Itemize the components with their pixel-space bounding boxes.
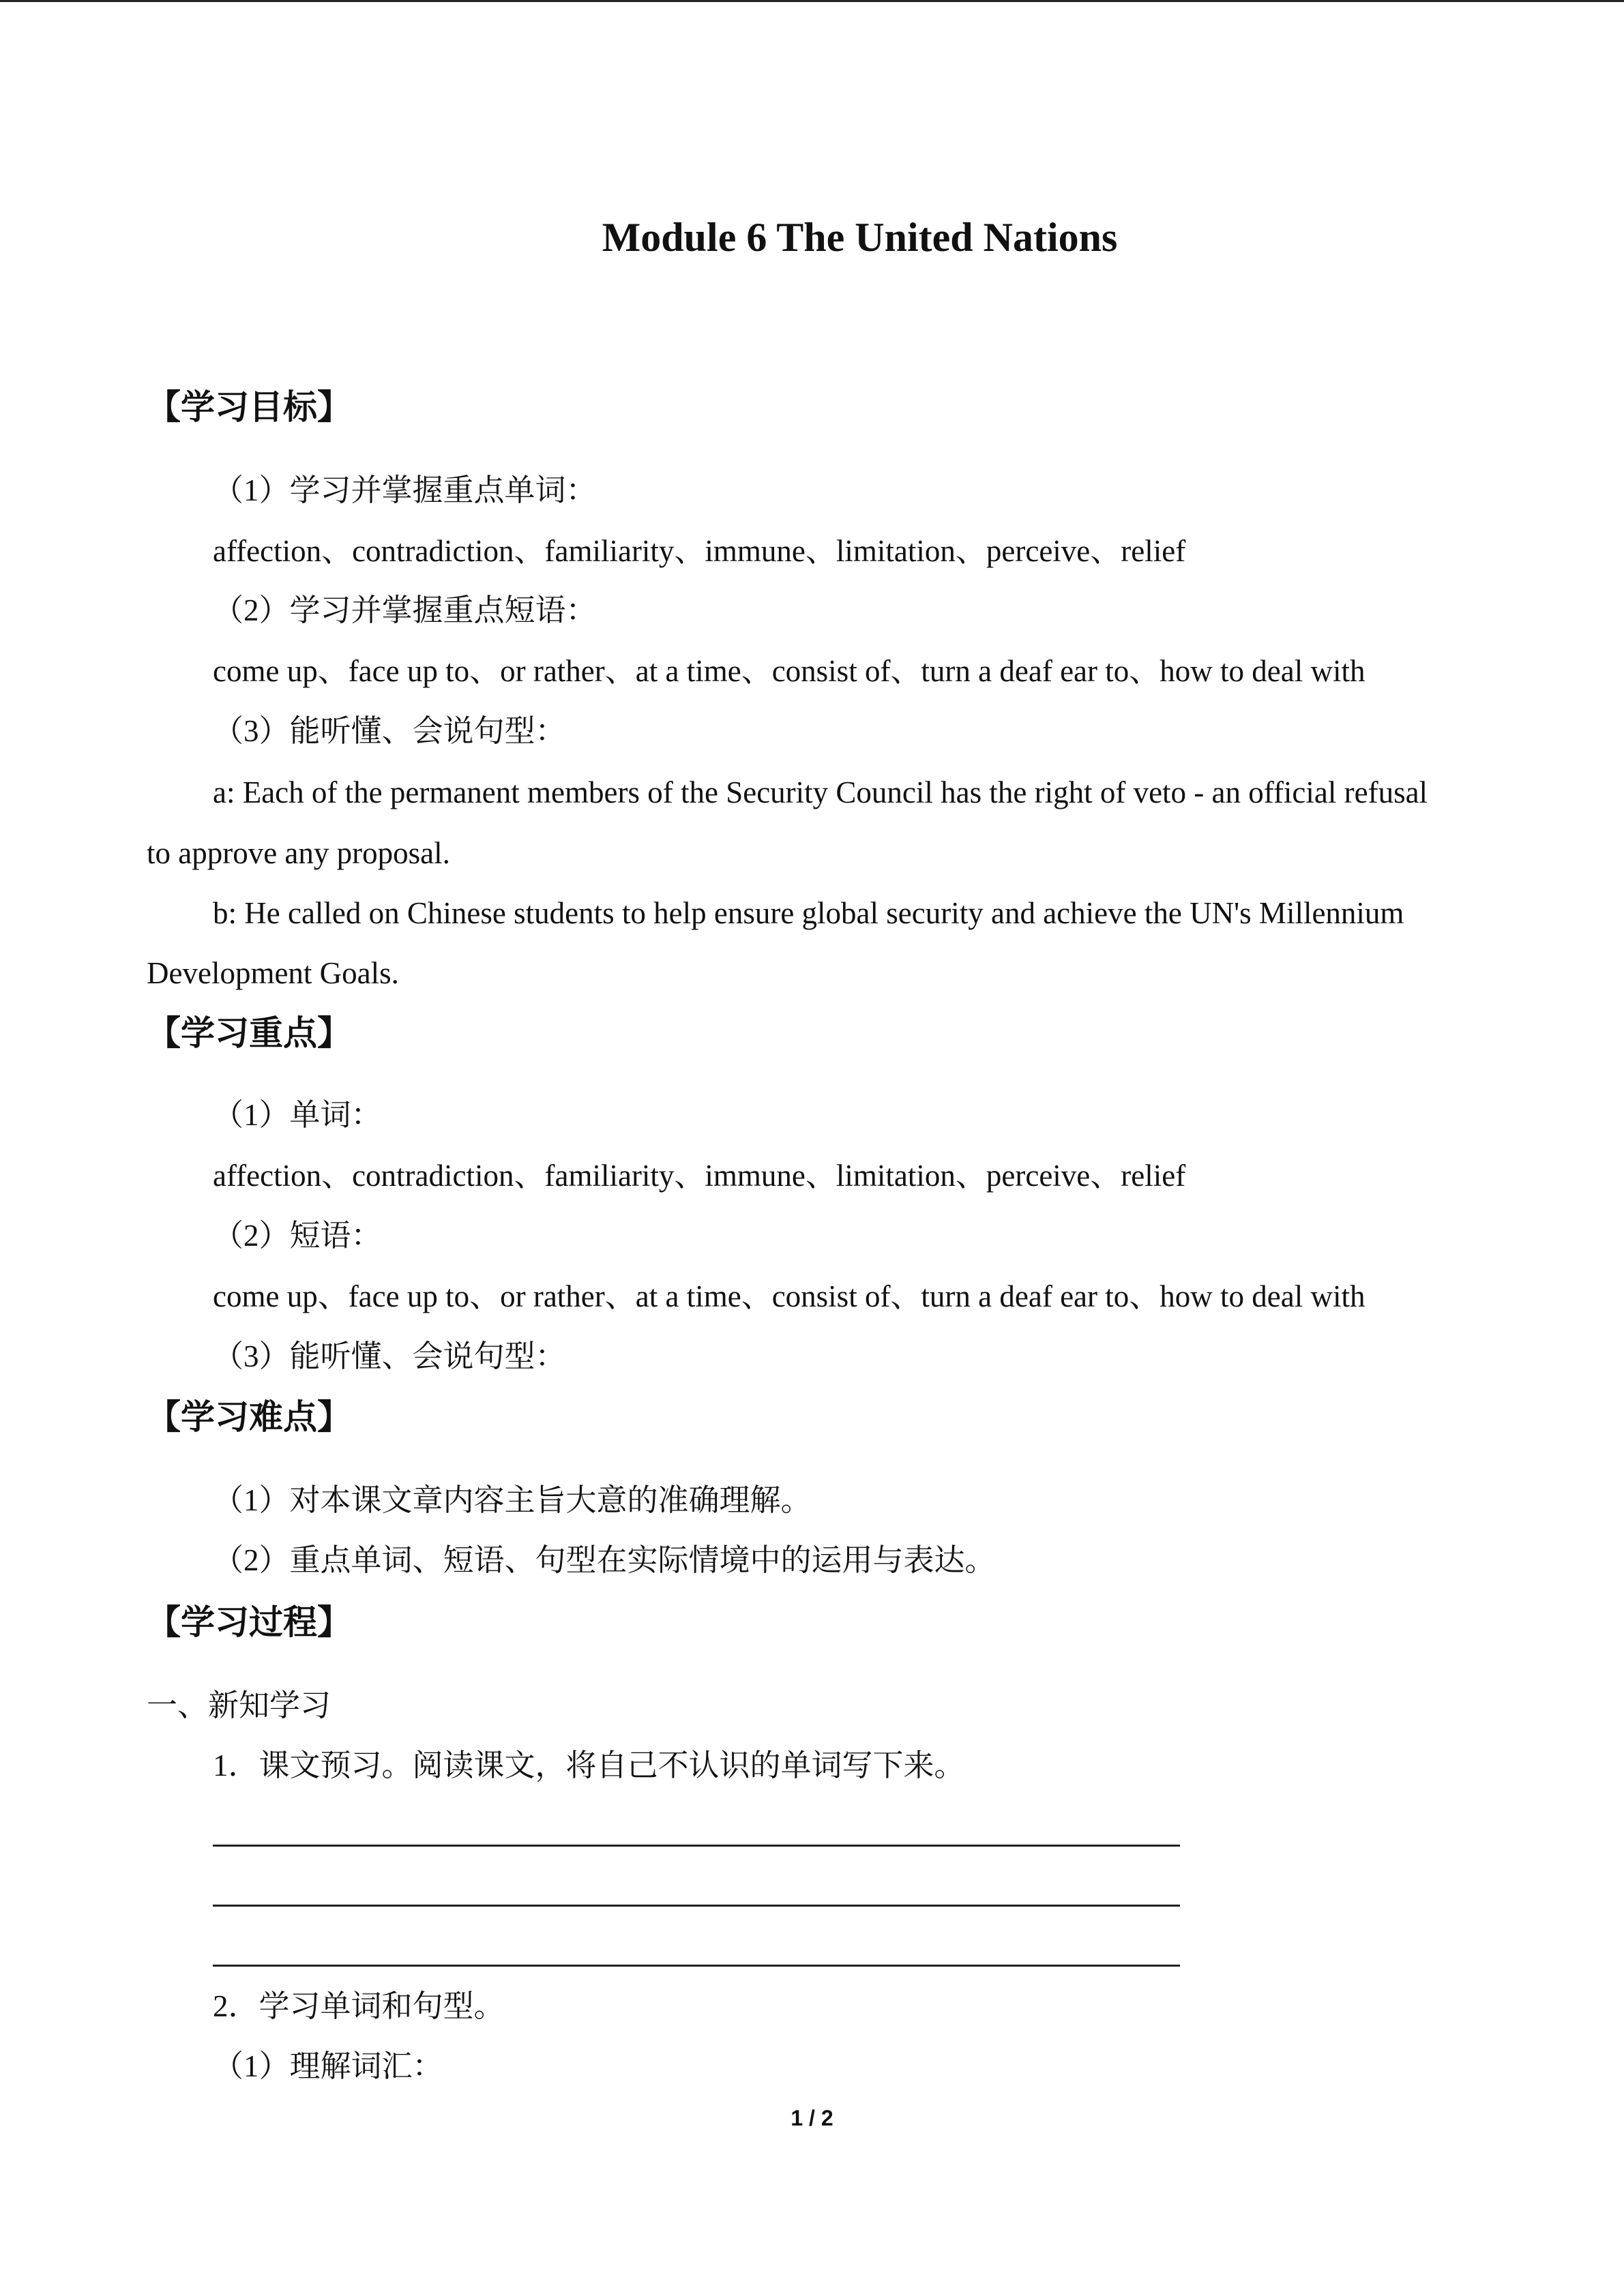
difficulties-item2: （2）重点单词、短语、句型在实际情境中的运用与表达。 [213, 1543, 996, 1577]
answer-blank-line-3[interactable] [213, 1965, 1180, 1967]
objectives-heading: 【学习目标】 [147, 387, 351, 427]
key-points-item1-label: （1）单词： [213, 1098, 382, 1132]
sentence-b-line2: Development Goals. [147, 956, 399, 990]
difficulties-heading: 【学习难点】 [147, 1397, 351, 1437]
page-title: Module 6 The United Nations [602, 215, 1118, 260]
objectives-item1-label: （1）学习并掌握重点单词： [213, 473, 597, 507]
objectives-item3-label: （3）能听懂、会说句型： [213, 714, 566, 748]
page-number: 1 / 2 [791, 2106, 833, 2130]
key-points-item1-content: affection、contradiction、familiarity、immune、limitation、perceive、relief [213, 1159, 1186, 1193]
top-border-rule [0, 0, 1624, 2]
objectives-item2-label: （2）学习并掌握重点短语： [213, 593, 597, 627]
answer-blank-line-2[interactable] [213, 1905, 1180, 1907]
sentence-a-line2: to approve any proposal. [147, 836, 450, 870]
objectives-item2-content: come up、face up to、or rather、at a time、consist of、turn a deaf ear to、how to deal with [213, 654, 1365, 688]
difficulties-item1: （1）对本课文章内容主旨大意的准确理解。 [213, 1483, 812, 1517]
sentence-b-line1: b: He called on Chinese students to help ensure global security and achieve the UN's Millennium [213, 896, 1404, 930]
process-heading: 【学习过程】 [147, 1602, 351, 1642]
key-points-heading: 【学习重点】 [147, 1013, 351, 1053]
sentence-a-line1: a: Each of the permanent members of the Security Council has the right of veto - an official refusal [213, 775, 1428, 809]
process-step2: 2．学习单词和句型。 [213, 1989, 505, 2023]
process-step2-sub1: （1）理解词汇： [213, 2049, 443, 2083]
key-points-item2-content: come up、face up to、or rather、at a time、consist of、turn a deaf ear to、how to deal with [213, 1279, 1365, 1313]
process-part1-title: 一、新知学习 [147, 1688, 331, 1723]
key-points-item3-label: （3）能听懂、会说句型： [213, 1339, 566, 1373]
key-points-item2-label: （2）短语： [213, 1219, 382, 1253]
answer-blank-line-1[interactable] [213, 1845, 1180, 1847]
process-step1: 1．课文预习。阅读课文，将自己不认识的单词写下来。 [213, 1748, 965, 1783]
objectives-item1-content: affection、contradiction、familiarity、immune、limitation、perceive、relief [213, 534, 1186, 568]
